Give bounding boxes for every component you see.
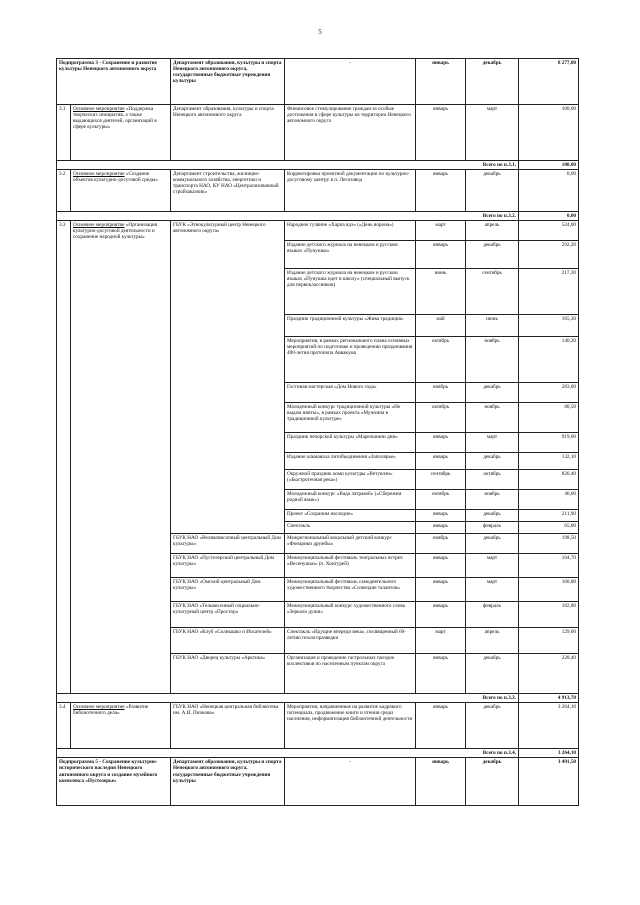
event-description: Окружной праздник коми культуры «Ветувлэн» («Быстротечная река») — [285, 470, 416, 490]
event-description: Мероприятия, в рамках регионального плана основных мероприятий по подготовке и проведению празднования 400-летия протопопа Аввакума — [285, 337, 416, 383]
row-3-4 — [57, 703, 579, 749]
event-description: Народное гуляние «Харпа ядэ» («День ворона») — [285, 221, 416, 241]
event-end: октябрь — [466, 470, 519, 490]
event-start: октябрь — [416, 337, 466, 383]
event-description: Издание альманаха литобъединения «Заполярье» — [285, 453, 416, 470]
row-3-1-event — [71, 105, 171, 161]
total-3-4-label: Всего по п.3.4. — [57, 749, 519, 758]
row-3-3-event-text: «Организация культурно-досуговой деятельности и сохранение народной культуры» — [73, 222, 158, 241]
row-3-4-event-text: «Развитие библиотечного дела» — [73, 704, 149, 717]
event-description: Издание детского журнала на ненецком и русском языках «Пунушка» — [285, 241, 416, 269]
event-amount: 80,50 — [519, 403, 579, 433]
row-3-4-num: 3.4 — [57, 703, 71, 749]
event-description: Межмуниципальный фестиваль самодеятельного художественного творчества «Созвездие талантов» — [285, 578, 416, 602]
event-end: март — [466, 554, 519, 578]
event-description: Межрегиональный вокальный детский конкурс «Фонарики дружбы» — [285, 534, 416, 554]
row-3-1-amount: 100,00 — [519, 105, 579, 161]
event-start: октябрь — [416, 403, 466, 433]
event-description: Спектакль — [285, 522, 416, 534]
row-3-4-end: декабрь — [466, 703, 519, 749]
row-3-4-amount: 3 264,10 — [519, 703, 579, 749]
row-3-2 — [57, 170, 579, 212]
row-3-1-start: январь — [416, 105, 466, 161]
event-amount: 292,20 — [519, 241, 579, 269]
event-amount: 165,30 — [519, 315, 579, 337]
event-start: январь — [416, 654, 466, 694]
event-start: май — [416, 315, 466, 337]
row-3-3-num: 3.3 — [57, 221, 71, 694]
row-3-3-event — [71, 221, 171, 694]
row-3-2-executor: Департамент строительства, жилищно-коммунального хозяйства, энергетики и транспорта НАО, КУ НАО «Централизованный стройзаказчик» — [171, 170, 285, 212]
event-executor: ГБУК НАО «Дворец культуры «Арктика» — [171, 654, 285, 694]
event-end: декабрь — [466, 383, 519, 403]
event-amount: 182,80 — [519, 602, 579, 628]
event-amount: 129,00 — [519, 628, 579, 654]
event-description: Праздник печорской культуры «Марельнини дни» — [285, 433, 416, 453]
event-start: январь — [416, 241, 466, 269]
row-3-1-event-label: Основное мероприятие — [73, 106, 125, 112]
row-3-2-amount: 0,00 — [519, 170, 579, 212]
event-start: сентябрь — [416, 470, 466, 490]
subprogram-3-title: Подпрограмма 3 - Сохранение и развитие культуры Ненецкого автономного округа — [57, 59, 171, 105]
row-3-1-event-text: «Поддержка творческих инициатив, а также выдающихся деятелей, организаций в сфере культуры» — [73, 106, 157, 131]
event-end: декабрь — [466, 241, 519, 269]
event-executor: ГБУК НАО «Клуб «Солнышко п Искателей» — [171, 628, 285, 654]
event-description: Праздник традиционной культуры «Жива традиция» — [285, 315, 416, 337]
event-end: ноябрь — [466, 337, 519, 383]
event-start: март — [416, 628, 466, 654]
event-start: январь — [416, 578, 466, 602]
event-description: Издание детского журнала на ненецком и русском языках «Пунушка идет в школу» (специальный выпуск для первоклассников) — [285, 269, 416, 315]
subprogram-5-title: Подпрограмма 5 - Сохранение культурно-исторического наследия Ненецкого автономного округа и создание музейного комплекса «Пустозерье» — [57, 758, 171, 806]
event-start: январь — [416, 554, 466, 578]
subprogram-5-executor: Департамент образования, культуры и спорта Ненецкого автономного округа, государственные бюджетные учреждения культуры — [171, 758, 285, 806]
total-3-1-value: 100,00 — [519, 161, 579, 170]
event-description: Межмуниципальный конкурс художественного слова «Зеркало души» — [285, 602, 416, 628]
subprogram-3-start: январь — [416, 59, 466, 105]
event-end: декабрь — [466, 534, 519, 554]
event-description: Межмуниципальный фестиваль театральных встреч «Весенушки» (п. Хонгурей) — [285, 554, 416, 578]
row-3-1-num: 3.1 — [57, 105, 71, 161]
total-3-1-label: Всего по п.3.1. — [57, 161, 519, 170]
row-3-4-executor: ГБУК НАО «Ненецкая центральная библиотека им. А.И. Пичкова» — [171, 703, 285, 749]
event-amount: 65,00 — [519, 522, 579, 534]
row-3-1-description: Финансовое стимулирование граждан за особые достижения в сфере культуры на территории Ненецкого автономного округа — [285, 105, 416, 161]
row-3-1-executor: Департамент образования, культуры и спорта Ненецкого автономного округа — [171, 105, 285, 161]
subprogram-5-amount: 3 491,50 — [519, 758, 579, 806]
event-executor: ГБУК НАО «Тельвисочный социально-культурный центр «Простор» — [171, 602, 285, 628]
event-end: июнь — [466, 315, 519, 337]
total-3-3-label: Всего по п.3.3. — [57, 694, 519, 703]
row-3-1-end: март — [466, 105, 519, 161]
row-3-2-num: 3.2 — [57, 170, 71, 212]
event-executor: ГБУК НАО «Пустозерский центральный Дом культуры» — [171, 554, 285, 578]
event-start: январь — [416, 510, 466, 522]
event-amount: 826,40 — [519, 470, 579, 490]
subprogram-5-start: январь — [416, 758, 466, 806]
subprogram-3-executor: Департамент образования, культуры и спорта Ненецкого автономного округа, государственные бюджетные учреждения культуры — [171, 59, 285, 105]
event-amount: 132,10 — [519, 453, 579, 470]
event-end: ноябрь — [466, 403, 519, 433]
event-end: сентябрь — [466, 269, 519, 315]
total-row-3-1 — [57, 161, 579, 170]
event-amount: 524,00 — [519, 221, 579, 241]
subprogram-3-description: - — [285, 59, 416, 105]
subprogram-3-amount: 8 277,80 — [519, 59, 579, 105]
event-end: март — [466, 433, 519, 453]
total-3-3-value: 4 913,70 — [519, 694, 579, 703]
event-start: январь — [416, 433, 466, 453]
event-end: ноябрь — [466, 490, 519, 510]
event-executor: ГБУК НАО «Великовисочный центральный Дом культуры» — [171, 534, 285, 554]
row-3-2-start: январь — [416, 170, 466, 212]
subprogram-3-row — [57, 59, 579, 105]
row-3-4-start: январь — [416, 703, 466, 749]
page-number: 5 — [318, 28, 322, 36]
event-amount: 211,90 — [519, 510, 579, 522]
event-amount: 140,20 — [519, 337, 579, 383]
event-end: декабрь — [466, 510, 519, 522]
event-end: апрель — [466, 628, 519, 654]
total-3-2-value: 0,00 — [519, 212, 579, 221]
total-3-2-label: Всего по п.3.2. — [57, 212, 519, 221]
event-amount: 46,00 — [519, 490, 579, 510]
subprogram-5-description: - — [285, 758, 416, 806]
event-amount: 198,50 — [519, 534, 579, 554]
row-3-3-executor-0: ГБУК «Этнокультурный центр Ненецкого автономного округа» — [171, 221, 285, 534]
row-3-4-event — [71, 703, 171, 749]
row-3-2-description: Корректировка проектной документации по культурно-досуговому центру в п. Лесозавод — [285, 170, 416, 212]
row-3-2-event-label: Основное мероприятие — [73, 171, 125, 178]
event-amount: 104,70 — [519, 554, 579, 578]
event-amount: 919,60 — [519, 433, 579, 453]
subprogram-5-row — [57, 758, 579, 806]
subprogram-3-end: декабрь — [466, 59, 519, 105]
event-start: январь — [416, 602, 466, 628]
row-3-3-event-label: Основное мероприятие — [73, 222, 125, 229]
event-description: Организация и проведение гастрольных поездок коллективов по населенным пунктам округа — [285, 654, 416, 694]
event-start: ноябрь — [416, 534, 466, 554]
row-3-2-event-text: «Создание объектов культурно-досуговой среды» — [73, 171, 158, 184]
total-row-3-4 — [57, 749, 579, 758]
row-3-4-description: Мероприятия, направленные на развитие кадрового потенциала, продвижение книги и чтения среди населения, информатизация библиотечной деятельности — [285, 703, 416, 749]
event-amount: 160,80 — [519, 578, 579, 602]
event-executor: ГБУК НАО «Омский центральный Дом культуры» — [171, 578, 285, 602]
event-start: март — [416, 221, 466, 241]
event-description: Молодежный конкурс «Вада латравэй» («Сбережем родной язык») — [285, 490, 416, 510]
event-end: декабрь — [466, 654, 519, 694]
row-3-2-end: декабрь — [466, 170, 519, 212]
event-end: апрель — [466, 221, 519, 241]
subprogram-5-end: декабрь — [466, 758, 519, 806]
event-end: февраль — [466, 522, 519, 534]
event-start: ноябрь — [416, 383, 466, 403]
event-amount: 283,00 — [519, 383, 579, 403]
event-end: март — [466, 578, 519, 602]
event-start: октябрь — [416, 490, 466, 510]
event-description: Спектакль «Идущие впереди века», посвященный 60-летию геологоразведки — [285, 628, 416, 654]
plan-table — [56, 58, 579, 806]
row-3-4-event-label: Основное мероприятие — [73, 704, 125, 711]
total-3-4-value: 3 264,10 — [519, 749, 579, 758]
event-description: Молодежный конкурс традиционной культуры «Не выдом нянты», в рамках проекта «Мужчина в традиционной культуре» — [285, 403, 416, 433]
total-row-3-2 — [57, 212, 579, 221]
event-start: июнь — [416, 269, 466, 315]
event-start: январь — [416, 522, 466, 534]
event-start: январь — [416, 453, 466, 470]
event-end: декабрь — [466, 453, 519, 470]
event-description: Гостиная мастерская «Дом Нового года» — [285, 383, 416, 403]
row-3-2-event — [71, 170, 171, 212]
event-amount: 228,40 — [519, 654, 579, 694]
event-description: Проект «Сохраним наследие» — [285, 510, 416, 522]
total-row-3-3 — [57, 694, 579, 703]
event-amount: 217,30 — [519, 269, 579, 315]
event-end: февраль — [466, 602, 519, 628]
row-3-3-first — [57, 221, 579, 241]
row-3-1 — [57, 105, 579, 161]
